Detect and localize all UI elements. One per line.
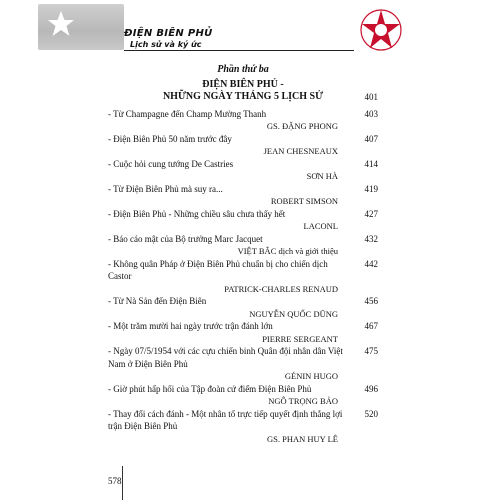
emblem-icon (356, 6, 406, 56)
entry-title: - Từ Nà Sản đến Điện Biên (108, 296, 207, 306)
entry-author: SƠN HÀ (306, 171, 338, 181)
entry-title: - Cuộc hỏi cung tướng De Castries (108, 158, 234, 169)
page-number: 578 (108, 476, 122, 486)
entry-title: - Báo cáo mật của Bộ trưởng Marc Jacquet (108, 233, 263, 244)
toc-entry (108, 345, 378, 370)
entry-title: - Điện Biên Phủ 50 năm trước đây (108, 133, 232, 144)
entry-page: 442 (364, 258, 378, 269)
toc-entry (108, 233, 378, 246)
entry-author: GÉNIN HUGO (284, 371, 338, 381)
part-title-row (108, 91, 378, 104)
part-page: 401 (364, 92, 378, 102)
toc-entry (108, 320, 378, 333)
entry-page: 520 (364, 408, 378, 419)
entry-author: LACONL (303, 221, 338, 231)
entry-author: PATRICK-CHARLES RENAUD (224, 283, 338, 294)
entry-author: NGÔ TRỌNG BẢO (268, 396, 338, 406)
entry-page: 467 (364, 321, 378, 331)
entry-title: - Không quân Pháp ở Điện Biên Phủ chuẩn bị cho chiến dịch Castor (108, 258, 328, 281)
entry-title: - Một trăm mười hai ngày trước trận đánh lớn (108, 321, 273, 331)
header-rule (124, 50, 354, 51)
entry-author: VIỆT BẮC dịch và giới thiệu (237, 246, 338, 256)
entry-page: 427 (364, 208, 378, 219)
entry-page: 419 (364, 183, 378, 194)
toc-entry (108, 295, 378, 308)
entry-author: ROBERT SIMSON (270, 196, 338, 206)
entry-title: - Từ Champagne đến Champ Mường Thanh (108, 108, 267, 119)
entry-page: 414 (364, 158, 378, 169)
folio-rule (122, 466, 123, 500)
part-label: Phần thứ ba (217, 64, 269, 75)
flag-graphic (38, 4, 124, 50)
entry-author: JEAN CHESNEAUX (263, 146, 338, 156)
entry-title: - Thay đổi cách đánh - Một nhân tố trực tiếp quyết định thắng lợi trận Điện Biên Phủ (108, 408, 343, 431)
entry-title: - Điện Biên Phủ - Những chiều sâu chưa thấy hết (108, 208, 286, 219)
entry-author: NGUYỄN QUỐC DŨNG (249, 308, 338, 319)
entry-title: - Giờ phút hấp hối của Tập đoàn cứ điểm Điện Biên Phủ (108, 383, 312, 394)
toc-entry (108, 408, 378, 433)
toc-entry (108, 208, 378, 221)
entry-page: 403 (364, 108, 378, 119)
part-title-line2: NHỮNG NGÀY THÁNG 5 LỊCH SỬ (162, 91, 324, 102)
toc-entries (108, 108, 378, 446)
toc-entry (108, 258, 378, 283)
entry-author: GS. ĐẶNG PHONG (266, 121, 338, 131)
toc-entry (108, 383, 378, 396)
toc-entry (108, 158, 378, 171)
entry-author: GS. PHAN HUY LÊ (267, 433, 338, 444)
entry-page: 475 (364, 346, 378, 356)
toc-entry (108, 133, 378, 146)
toc-entry (108, 183, 378, 196)
star-icon (46, 9, 76, 39)
entry-title: - Ngày 07/5/1954 với các cựu chiến binh Quân đội nhân dân Việt Nam ở Điện Biên Phủ (108, 346, 343, 369)
entry-page: 432 (364, 233, 378, 244)
part-title-line1: ĐIỆN BIÊN PHỦ - (202, 78, 284, 90)
entry-page: 407 (364, 133, 378, 144)
toc-entry (108, 108, 378, 121)
entry-page: 496 (364, 383, 378, 394)
table-of-contents (108, 58, 378, 445)
entry-author: PIERRE SERGEANT (262, 333, 338, 344)
header-title: ĐIỆN BIÊN PHỦ (124, 28, 213, 39)
entry-page: 456 (364, 296, 378, 306)
header-subtitle: Lịch sử và ký ức (130, 40, 202, 49)
entry-title: - Từ Điện Biên Phủ mà suy ra... (108, 183, 223, 194)
